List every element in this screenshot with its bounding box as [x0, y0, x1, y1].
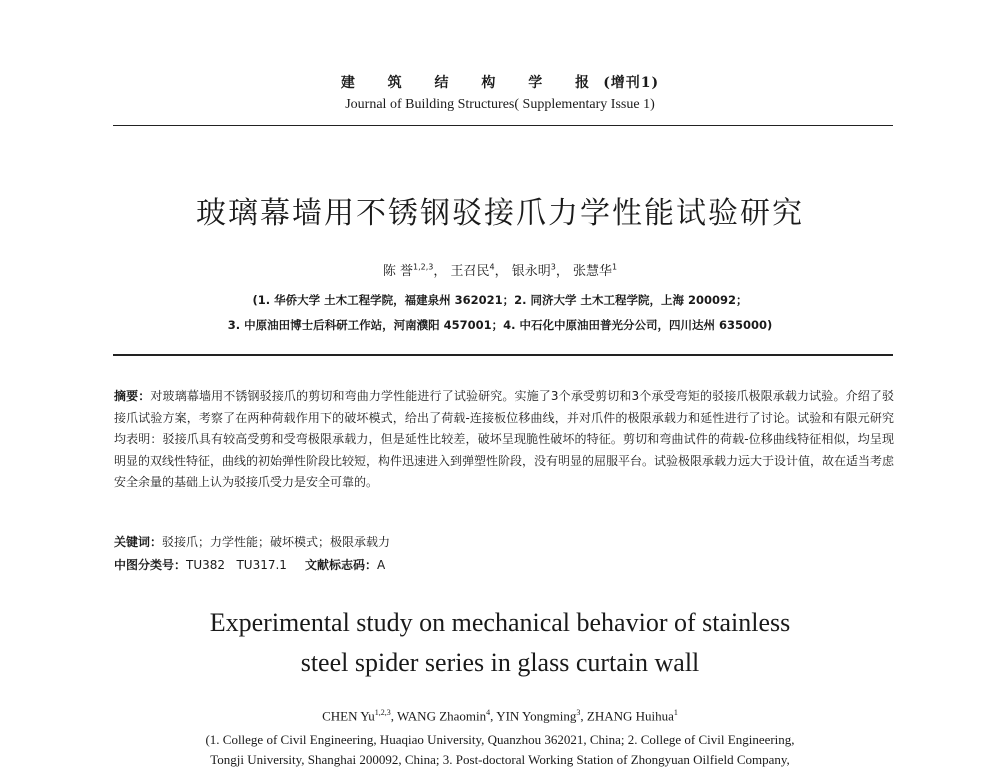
journal-name-cn — [0, 72, 1000, 92]
author-affil-mark: 1 — [673, 708, 678, 717]
paper-title-cn: 玻璃幕墙用不锈钢驳接爪力学性能试验研究 — [196, 196, 804, 231]
affiliation-cn-line: 3. 中原油田博士后科研工作站，河南濮阳 457001；4. 中石化中原油田普光分公司，四川达州 635000) — [227, 318, 773, 332]
authors-en: CHEN Yu$^{1,2,3}$, WANG Zhaomin$^4$, YIN Yongming$^3$, ZHANG Huihua$^1$ — [322, 708, 678, 724]
clc-codes: TU382 TU317.1 — [186, 558, 287, 572]
author-name: 银永明 — [511, 264, 551, 279]
author-name: YIN Yongming — [496, 708, 577, 724]
journal-title-cn: 建 筑 结 构 学 报 — [340, 75, 604, 91]
affiliation-en-line: Tongji University, Shanghai 200092, China; 3. Post-doctoral Working Station of Zhongyuan Oilfield Company, — [210, 752, 790, 767]
classification-line — [114, 556, 894, 573]
keywords-text: 驳接爪；力学性能；破坏模式；极限承载力 — [162, 535, 391, 549]
affiliation-cn-line: (1. 华侨大学 土木工程学院，福建泉州 362021；2. 同济大学 土木工程学院，上海 200092； — [252, 293, 748, 307]
paper-title-en-line: Experimental study on mechanical behavior of stainless — [209, 608, 791, 637]
author-name: WANG Zhaomin — [396, 708, 487, 724]
clc-label: 中图分类号： — [114, 558, 187, 572]
header-rule — [113, 125, 893, 126]
abstract-text: 对玻璃幕墙用不锈钢驳接爪的剪切和弯曲力学性能进行了试验研究。实施了3个承受剪切和3个承受弯矩的驳接爪极限承载力试验。介绍了驳接爪试验方案，考察了在两种荷载作用下的破坏模式，给出了荷载-连接板位移曲线，并对爪件的极限承载力和延性进行了讨论。试验和有限元研究均表明：驳接爪具有较高受剪和受弯极限承载力，但是延性比较差，破坏呈现脆性破坏的特征。剪切和弯曲试件的荷载-位移曲线特征相似，均呈现明显的双线性特征，曲线的初始弹性阶段比较短，构件迅速进入到弹塑性阶段，没有明显的屈服平台。试验极限承载力远大于设计值，故在适当考虑安全余量的基础上认为驳接爪受力是安全可靠的。 — [114, 389, 895, 489]
doc-code: A — [376, 558, 386, 572]
section-rule — [113, 354, 893, 356]
author-affil-mark: 1,2,3 — [374, 708, 391, 717]
abstract-label: 摘要： — [114, 389, 151, 403]
affiliation-en-line: (1. College of Civil Engineering, Huaqiao University, Quanzhou 362021, China; 2. College of Civil Engineering, — [205, 732, 795, 747]
journal-name-en: Journal of Building Structures( Supplementary Issue 1) — [345, 97, 655, 112]
author-affil-mark: 1,2,3 — [413, 262, 434, 272]
author-name: 陈 誉 — [382, 264, 414, 279]
keywords-label: 关键词： — [114, 535, 163, 549]
author-affil-mark: 1 — [612, 262, 618, 272]
author-name: 张慧华 — [573, 264, 613, 279]
keywords-cn — [114, 533, 894, 550]
authors-cn: 陈 誉$^{1,2,3}$， 王召民$^4$， 银永明$^3$， 张慧华$^1$ — [382, 262, 618, 279]
author-name: CHEN Yu — [322, 708, 375, 724]
abstract-cn — [114, 386, 894, 494]
author-affil-mark: 4 — [486, 708, 491, 717]
author-name: ZHANG Huihua — [586, 708, 674, 724]
doc-code-label: 文献标志码： — [304, 558, 377, 572]
paper-title-en — [0, 603, 1000, 683]
paper-title-en-line: steel spider series in glass curtain wall — [300, 648, 700, 677]
author-affil-mark: 3 — [550, 262, 556, 272]
author-affil-mark: 3 — [576, 708, 581, 717]
journal-issue-cn: (增刊1) — [603, 75, 660, 91]
author-name: 王召民 — [450, 264, 490, 279]
author-affil-mark: 4 — [489, 262, 495, 272]
